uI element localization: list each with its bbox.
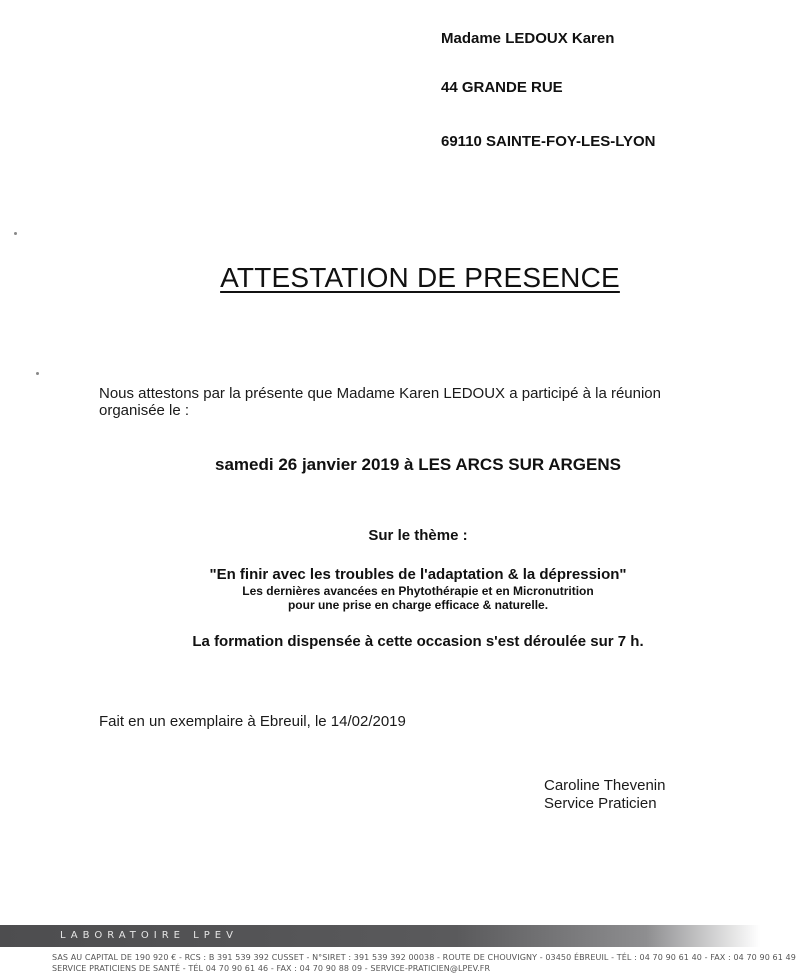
made-at: Fait en un exemplaire à Ebreuil, le 14/02/2019 (99, 713, 406, 730)
recipient-city: 69110 SAINTE-FOY-LES-LYON (441, 133, 656, 150)
intro-line-2: organisée le : (99, 402, 190, 419)
document-title: ATTESTATION DE PRESENCE (220, 262, 620, 293)
signatory-name: Caroline Thevenin (544, 777, 666, 794)
theme-subtitle-2: pour une prise en charge efficace & naturelle. (287, 598, 549, 612)
recipient-name: Madame LEDOUX Karen (441, 30, 615, 47)
event-date: samedi 26 janvier 2019 à LES ARCS SUR ARGENS (215, 455, 621, 474)
signatory-service: Service Praticien (544, 795, 657, 812)
scan-speck (36, 372, 39, 375)
footer-brand: LABORATOIRE LPEV (60, 930, 238, 941)
training-duration: La formation dispensée à cette occasion s'est déroulée sur 7 h. (192, 633, 644, 650)
footer-company-info: SAS AU CAPITAL DE 190 920 € - RCS : B 391 539 392 CUSSET - N°SIRET : 391 539 392 00038 - ROUTE DE CHOUVIGNY - 03450 ÉBREUIL - TÉL : 04 70 90 61 40 - FAX : 04 70 90 61 49 (52, 953, 796, 962)
recipient-street: 44 GRANDE RUE (441, 79, 563, 96)
theme-subtitle-1: Les dernières avancées en Phytothérapie et en Micronutrition (242, 584, 594, 598)
footer-brand-bar (0, 925, 760, 947)
intro-line-1: Nous attestons par la présente que Madame Karen LEDOUX a participé à la réunion (99, 385, 661, 402)
scan-speck (14, 232, 17, 235)
theme-quote: "En finir avec les troubles de l'adaptation & la dépression" (209, 566, 627, 583)
footer-contact-info: SERVICE PRATICIENS DE SANTÉ - TÉL 04 70 90 61 46 - FAX : 04 70 90 88 09 - SERVICE-PRATICIEN@LPEV.FR (52, 964, 491, 973)
theme-label: Sur le thème : (368, 527, 468, 544)
